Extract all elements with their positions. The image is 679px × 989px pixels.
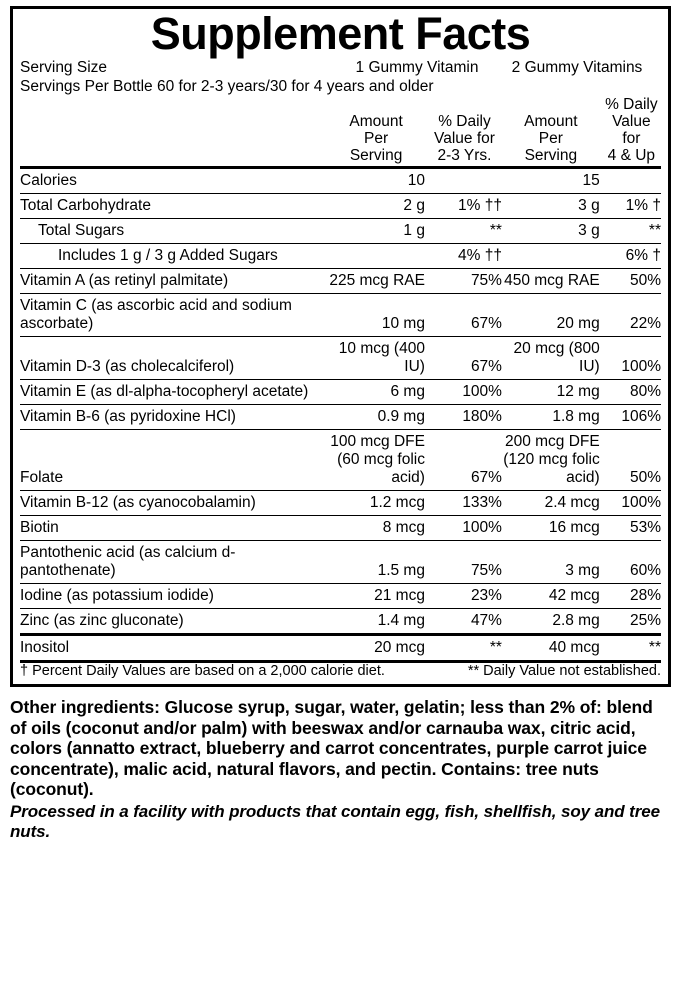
amount-per-serving-2: [502, 244, 602, 269]
amount-per-serving-2-secondary: (120 mcg folic acid): [503, 451, 600, 486]
daily-value-1: 67%: [470, 469, 502, 486]
amount-per-serving-2: 3 g: [578, 222, 600, 239]
amount-per-serving-2: 2.4 mcg: [544, 494, 600, 511]
amount-per-serving-2: 42 mcg: [548, 587, 600, 604]
table-row: [20, 405, 661, 430]
table-row: [20, 430, 661, 491]
footnote-dv-not-established: ** Daily Value not established.: [467, 663, 661, 679]
nutrient-name: Zinc (as zinc gluconate): [20, 612, 184, 629]
nutrient-name: Inositol: [20, 639, 70, 656]
serving-size-label: Serving Size: [20, 59, 108, 76]
nutrition-panel: [10, 6, 671, 687]
nutrient-name: Vitamin C (as ascorbic acid and sodium ascorbate): [20, 297, 292, 332]
header-dv-2: % Daily Value for 4 & Up: [605, 96, 658, 164]
daily-value-2: 106%: [621, 408, 661, 425]
nutrient-name: Includes 1 g / 3 g Added Sugars: [58, 247, 278, 264]
daily-value-1: 180%: [462, 408, 502, 425]
nutrient-name: Vitamin B-12 (as cyanocobalamin): [20, 494, 256, 511]
nutrient-name: Biotin: [20, 519, 59, 536]
table-row: [20, 491, 661, 516]
servings-per-bottle: Servings Per Bottle 60 for 2-3 years/30 for 4 years and older: [20, 78, 434, 95]
daily-value-2: 22%: [629, 315, 661, 332]
nutrient-name: Total Sugars: [38, 222, 125, 239]
amount-per-serving-1: 225 mcg RAE: [329, 272, 425, 289]
footnote-row: [20, 662, 661, 681]
amount-per-serving-2-primary: 200 mcg DFE: [504, 433, 600, 450]
footnote-daily-values: † Percent Daily Values are based on a 2,000 calorie diet.: [20, 663, 385, 679]
daily-value-1: 100%: [462, 383, 502, 400]
nutrient-name: Folate: [20, 469, 64, 486]
daily-value-1: [427, 168, 502, 194]
daily-value-2: 50%: [629, 272, 661, 289]
amount-per-serving-2: 3 mg: [565, 562, 600, 579]
daily-value-2: 100%: [621, 494, 661, 511]
amount-per-serving-1: 0.9 mg: [377, 408, 425, 425]
daily-value-2: 53%: [629, 519, 661, 536]
table-row: [20, 219, 661, 244]
amount-per-serving-2: 2.8 mg: [552, 612, 600, 629]
amount-per-serving-1: 10: [407, 172, 425, 189]
table-row: [20, 244, 661, 269]
table-row: [20, 337, 661, 380]
table-row: [20, 380, 661, 405]
table-row: [20, 168, 661, 194]
daily-value-1: 67%: [470, 315, 502, 332]
nutrient-name: Vitamin D-3 (as cholecalciferol): [20, 358, 235, 375]
daily-value-2: 25%: [629, 612, 661, 629]
daily-value-1: 67%: [470, 358, 502, 375]
header-amount-2: Amount Per Serving: [524, 113, 578, 164]
daily-value-2: 50%: [629, 469, 661, 486]
table-row: [20, 294, 661, 337]
daily-value-1: 75%: [470, 562, 502, 579]
page-title: Supplement Facts: [150, 8, 531, 59]
nutrient-name: Vitamin A (as retinyl palmitate): [20, 272, 229, 289]
other-ingredients: Other ingredients: Glucose syrup, sugar, water, gelatin; less than 2% of: blend of oils (coconut and/or palm) with beeswax and/or carnauba wax, citric acid, colors (annatto extract, blueberry and carrot concentrates, purple carrot juice concentrate), malic acid, natural flavors, and pectin. Contains: tree nuts (coconut).: [10, 697, 653, 799]
amount-per-serving-2: 16 mcg: [548, 519, 600, 536]
amount-per-serving-2: [502, 430, 602, 491]
daily-value-2: 1% †: [625, 197, 661, 214]
nutrient-name: Iodine (as potassium iodide): [20, 587, 214, 604]
nutrient-name: Calories: [20, 172, 77, 189]
daily-value-2: 28%: [629, 587, 661, 604]
daily-value-2: 100%: [621, 358, 661, 375]
amount-per-serving-2: 1.8 mg: [552, 408, 600, 425]
amount-per-serving-2: 450 mcg RAE: [504, 272, 600, 289]
table-header-row: [20, 96, 661, 166]
nutrient-name: Vitamin B-6 (as pyridoxine HCl): [20, 408, 236, 425]
serving-size-row: [20, 58, 661, 77]
nutrition-table: [20, 96, 661, 680]
amount-per-serving-1: 2 g: [403, 197, 425, 214]
amount-per-serving-1: 8 mcg: [382, 519, 425, 536]
amount-per-serving-2: 15: [582, 172, 600, 189]
serving-size-col1: 1 Gummy Vitamin: [355, 59, 479, 76]
table-row: [20, 584, 661, 609]
header-blank: [20, 96, 327, 166]
daily-value-2: 60%: [629, 562, 661, 579]
table-row: [20, 194, 661, 219]
amount-per-serving-1: [327, 244, 427, 269]
amount-per-serving-1: 10 mg: [381, 315, 425, 332]
header-amount-1: Amount Per Serving: [349, 113, 403, 164]
amount-per-serving-2: 20 mg: [556, 315, 600, 332]
allergen-facility-statement: Processed in a facility with products that contain egg, fish, shellfish, soy and tree nuts.: [10, 801, 660, 841]
amount-per-serving-1-primary: 100 mcg DFE: [330, 433, 425, 450]
nutrient-name: Pantothenic acid (as calcium d-pantothenate): [20, 544, 236, 579]
amount-per-serving-1: 1.2 mcg: [369, 494, 425, 511]
daily-value-1: **: [489, 222, 502, 239]
daily-value-2: **: [648, 639, 661, 656]
amount-per-serving-1: [327, 430, 427, 491]
daily-value-1: 100%: [462, 519, 502, 536]
daily-value-2: **: [648, 222, 661, 239]
amount-per-serving-2: 20 mcg (800 IU): [513, 340, 600, 375]
table-body: [20, 168, 661, 661]
amount-per-serving-1: 1.4 mg: [377, 612, 425, 629]
daily-value-2: 6% †: [625, 247, 661, 264]
daily-value-1: 4% ††: [458, 247, 502, 264]
amount-per-serving-1: 10 mcg (400 IU): [338, 340, 425, 375]
table-row: [20, 609, 661, 634]
daily-value-1: 75%: [470, 272, 502, 289]
amount-per-serving-1: 6 mg: [390, 383, 425, 400]
daily-value-2: 80%: [629, 383, 661, 400]
table-row: [20, 269, 661, 294]
table-row: [20, 516, 661, 541]
serving-size-col2: 2 Gummy Vitamins: [511, 59, 643, 76]
header-dv-1: % Daily Value for 2-3 Yrs.: [434, 113, 495, 164]
amount-per-serving-2: 12 mg: [556, 383, 600, 400]
nutrient-name: Vitamin E (as dl-alpha-tocopheryl acetate): [20, 383, 309, 400]
amount-per-serving-1-secondary: (60 mcg folic acid): [337, 451, 425, 486]
amount-per-serving-2: 3 g: [578, 197, 600, 214]
daily-value-2: [602, 168, 661, 194]
nutrient-name: Total Carbohydrate: [20, 197, 151, 214]
daily-value-1: 47%: [470, 612, 502, 629]
daily-value-1: **: [489, 639, 502, 656]
daily-value-1: 133%: [462, 494, 502, 511]
table-row: [20, 541, 661, 584]
amount-per-serving-2: 40 mcg: [548, 639, 600, 656]
amount-per-serving-1: 20 mcg: [374, 639, 425, 656]
daily-value-1: 1% ††: [458, 197, 502, 214]
table-row: [20, 635, 661, 661]
amount-per-serving-1: 1 g: [403, 222, 425, 239]
amount-per-serving-1: 1.5 mg: [377, 562, 425, 579]
daily-value-1: 23%: [470, 587, 502, 604]
amount-per-serving-1: 21 mcg: [374, 587, 425, 604]
